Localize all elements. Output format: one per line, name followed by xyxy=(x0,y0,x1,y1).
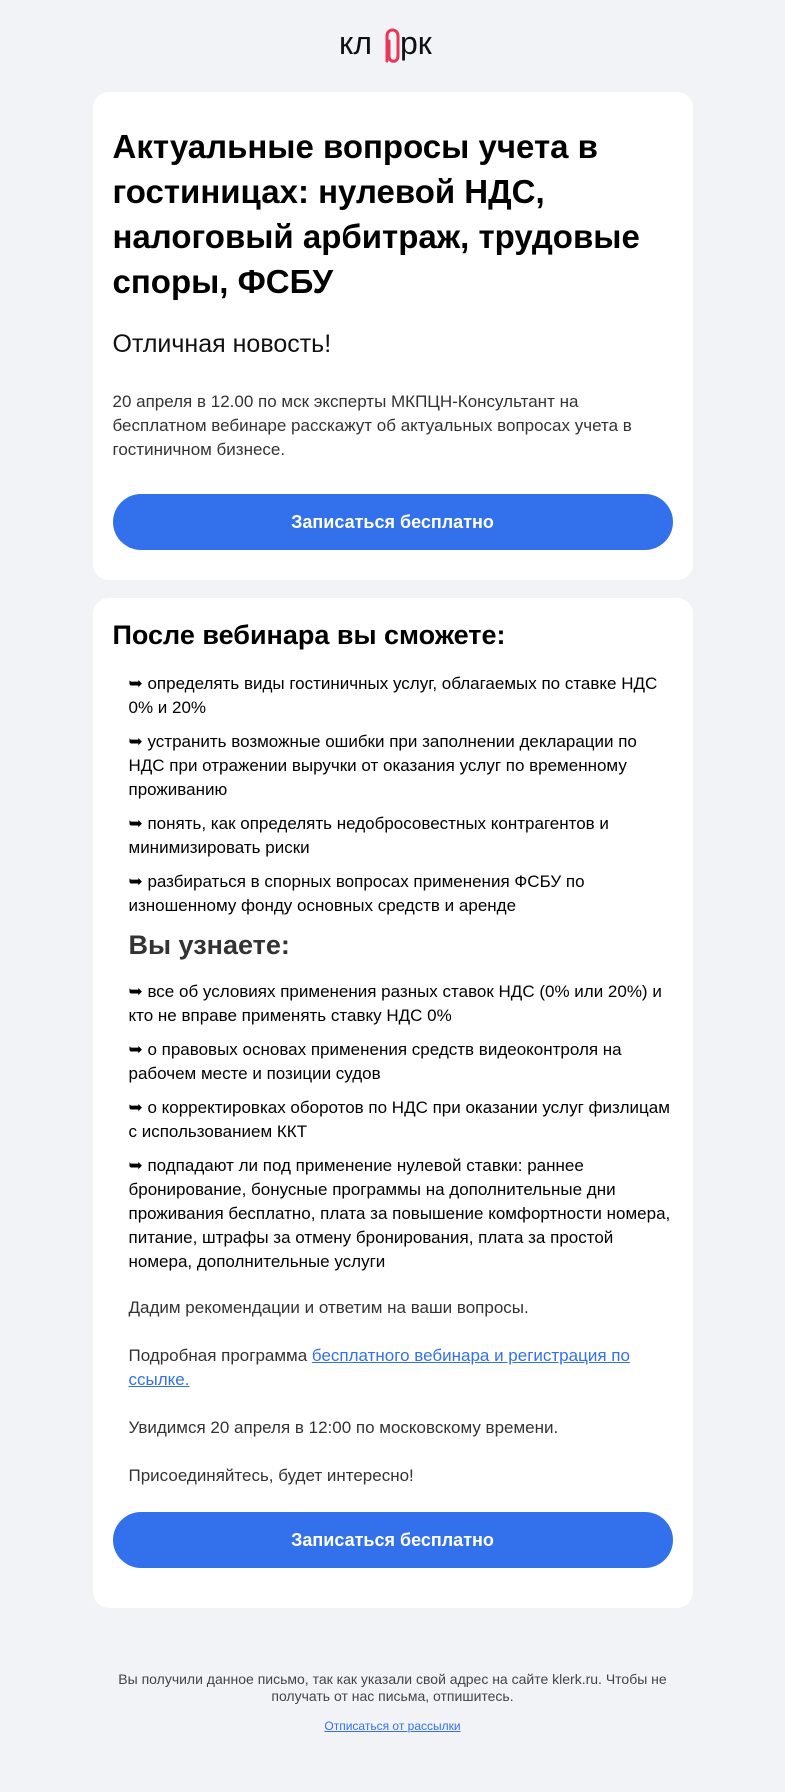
footer-note: Вы получили данное письмо, так как указали свой адрес на сайте klerk.ru. Чтобы не получать от нас письма, отпишитесь. xyxy=(118,1671,667,1704)
hero-subtitle: Отличная новость! xyxy=(112,330,332,358)
learn-heading: Вы узнаете: xyxy=(128,930,290,960)
benefits-heading: После вебинара вы сможете: xyxy=(112,620,506,650)
header-logo[interactable] xyxy=(0,0,785,92)
list-item: ➥ определять виды гостиничных услуг, облагаемых по ставке НДС 0% и 20% xyxy=(128,674,658,717)
page-title: Актуальные вопросы учета в гостиницах: нулевой НДС, налоговый арбитраж, трудовые споры, ФСБУ xyxy=(112,128,640,300)
program-link[interactable]: бесплатного вебинара и регистрация по ссылке. xyxy=(128,1346,630,1389)
join-text: Присоединяйтесь, будет интересно! xyxy=(128,1466,414,1485)
hero-card xyxy=(93,92,693,580)
svg-text:рк: рк xyxy=(399,25,432,61)
recommend-text: Дадим рекомендации и ответим на ваши вопросы. xyxy=(128,1298,529,1317)
footer xyxy=(113,1671,673,1735)
details-card xyxy=(93,598,693,1608)
program-prefix: Подробная программа xyxy=(128,1346,312,1365)
list-item: ➥ понять, как определять недобросовестных контрагентов и минимизировать риски xyxy=(128,814,609,857)
svg-text:кл: кл xyxy=(338,25,372,61)
list-item: ➥ о корректировках оборотов по НДС при оказании услуг физлицам с использованием ККТ xyxy=(128,1098,670,1141)
list-item: ➥ все об условиях применения разных ставок НДС (0% или 20%) и кто не вправе применять ставку НДС 0% xyxy=(128,982,662,1025)
learn-list xyxy=(113,980,673,1274)
list-item: ➥ разбираться в спорных вопросах применения ФСБУ по изношенному фонду основных средств и аренде xyxy=(128,872,585,915)
program-text xyxy=(113,1344,673,1392)
benefits-list xyxy=(113,672,673,918)
klerk-logo xyxy=(338,23,448,69)
unsubscribe-link[interactable]: Отписаться от рассылки xyxy=(324,1719,461,1733)
see-you-text: Увидимся 20 апреля в 12:00 по московскому времени. xyxy=(128,1418,559,1437)
list-item: ➥ подпадают ли под применение нулевой ставки: раннее бронирование, бонусные программы на дополнительные дни проживания бесплатно, плата за повышение комфортности номера, питание, штрафы за отмену бронирования, плата за простой номера, дополнительные услуги xyxy=(128,1156,671,1271)
list-item: ➥ о правовых основах применения средств видеоконтроля на рабочем месте и позиции судов xyxy=(128,1040,622,1083)
register-button-bottom[interactable]: Записаться бесплатно xyxy=(113,1512,673,1568)
hero-intro: 20 апреля в 12.00 по мск эксперты МКПЦН-Консультант на бесплатном вебинаре расскажут об актуальных вопросах учета в гостиничном бизнесе. xyxy=(112,392,632,459)
list-item: ➥ устранить возможные ошибки при заполнении декларации по НДС при отражении выручки от оказания услуг по временному проживанию xyxy=(128,732,637,799)
register-button-top[interactable]: Записаться бесплатно xyxy=(113,494,673,550)
